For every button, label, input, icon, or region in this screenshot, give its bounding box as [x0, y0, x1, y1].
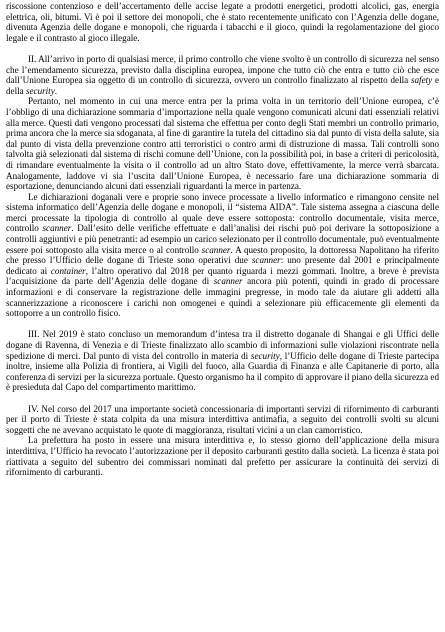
paragraph-sec3: [6, 329, 439, 393]
italic-term: security: [250, 350, 280, 361]
text-run: . Dall’esito delle verifiche effettuate e dall’analisi dei rischi può poi derivare la sottoposizione a controlli aggiuntivi e più penetranti: ad esempio un carico selezionato per il controllo documentale, può eventualmente essere poi sottoposto alla visita merce o al controllo: [6, 223, 440, 255]
italic-term: safety: [410, 75, 433, 86]
text-run: e della: [6, 75, 439, 96]
italic-term: scanner: [42, 223, 72, 234]
text-run: , l’altro operativo dal 2018 per quanto riguarda i mezzi gommati. Inoltre, a breve è prevista l’acquisizione da parte dell’Agenzia delle dogane di: [6, 265, 440, 287]
text-run: II. All’arrivo in porto di qualsiasi merce, il primo controllo che viene svolto è un controllo di sicurezza nel senso che l’emendamento sicurezza, previsto dalla disciplina europea, impone che tutto ciò che entra e tutto ciò che esce dall’Unione Europea sia oggetto di un controllo di sicurezza, ovvero un controllo finalizzato al rispetto della: [6, 53, 439, 86]
text-run: IV. Nel corso del 2017 una importante società concessionaria di importanti servizi di rifornimento di carburanti per il porto di Trieste è stata colpita da una misura interdittiva antimafia, a seguito dei controlli svolti su alcuni soggetti che ne avevano acquistato le quote di maggioranza, risultati vicini a un clan camorristico.: [6, 403, 439, 435]
paragraph-sec2-c: [6, 192, 439, 319]
italic-term: scanner: [213, 276, 243, 287]
text-run: riscossione contenzioso e dell’accertamento delle accise legate a prodotti energetici, prodotti alcolici, gas, energia elettrica, oli, bitumi. Vi è poi il settore dei monopoli, che è stato recentemente unificato con l’Agenzia delle dogane, divenuta Agenzia delle dogane e monopoli, che riguarda i tabacchi e il gioco, quindi la regolamentazione del gioco legale e il contrasto al gioco illegale.: [6, 1, 439, 43]
italic-term: security: [25, 85, 55, 96]
text-run: III. Nel 2019 è stato concluso un memorandum d’intesa tra il distretto doganale di Shangai e gli Uffici delle dogane di Ravenna, di Venezia e di Trieste finalizzato allo scambio di informazioni sulle violazioni riscontrate nella spedizione di merci. Dal punto di vista del controllo in materia di: [6, 329, 439, 361]
paragraph-intro: [6, 1, 439, 43]
text-run: La prefettura ha posto in essere una misura interdittiva e, lo stesso giorno dell’applicazione della misura interdittiva, l’Ufficio ha revocato l’autorizzazione per il deposito carburanti gestito dalla società. La licenza è stata poi riattivata a seguito del subentro dei commissari nominati dal prefetto per assicurare la continuità dei servizi di rifornimento di carburanti.: [6, 435, 439, 478]
paragraph-sec4-a: [6, 404, 439, 436]
text-run: Le dichiarazioni doganali vere e proprie sono invece processate a livello informatico e rimangono censite nel sistema informatico dell’Agenzia delle dogane e monopoli, il “sistema AIDA”. Tale sistema assegna a ciascuna delle merci processate la tipologia di controllo al quale deve essere sottoposta: controllo documentale, visita merce, controllo: [6, 191, 439, 234]
italic-term: scanner: [201, 244, 231, 255]
paragraph-sec2-b: [6, 96, 439, 191]
text-run: Pertanto, nel momento in cui una merce entra per la prima volta in un territorio dell’Unione europea, c’è l’obbligo di una dichiarazione sommaria d’importazione nella quale vengono comunicati alcuni dati essenziali relativi alla merce. Questi dati vengono processati dal sistema che effettua per conto degli Stati membri un controllo primario, prima ancora che la merce sia sdoganata, al fine di garantire la tutela del cittadino sia dal punto di vista della salute, sia dal punto di vista della prevenzione contro atti terroristici o contro armi di distruzione di massa. Tali controlli sono talvolta già selezionati dal sistema di rischi comune dell’Unione, con la possibilità poi, in base a criteri di pericolosità, di rimandare eventualmente la visita o il controllo ad un altro Stato dove, effettivamente, la merce verrà sbarcata. Analogamente, laddove vi sia l’uscita dall’Unione Europea, è necessario fare una dichiarazione sommaria di esportazione, denunciando alcuni dati essenziali riguardanti la merce in partenza.: [6, 96, 439, 192]
paragraph-sec2-a: [6, 54, 439, 96]
italic-term: container: [50, 265, 86, 276]
paragraph-sec4-b: [6, 435, 439, 477]
text-run: .: [54, 85, 58, 96]
text-run: . A questo proposito, la dottoressa Napolitano ha riferito che presso l’Ufficio delle dogane di Trieste sono operativi due: [6, 244, 439, 266]
text-run: ancora più potenti, quindi in grado di processare informazioni e di conservare la registrazione delle immagini pregresse, in modo tale da aiutare gli addetti alla scannerizzazione a riconoscere i carichi non omogenei e quindi a selezionare più efficacemente gli elementi da sottoporre a un controllo fisico.: [6, 276, 439, 319]
text-run: , l’Ufficio delle dogane di Trieste partecipa inoltre, insieme alla Polizia di frontiera, ai Vigili del fuoco, alla Guardia di Finanza e alle Capitanerie di porto, alla conferenza di servizi per la sicurezza portuale. Questo organismo ha il compito di approvare il piano della sicurezza ed è presieduta dal Capo del compartimento marittimo.: [6, 350, 439, 393]
text-run: : uno presente dal 2001 e principalmente dedicato ai: [6, 255, 440, 276]
italic-term: scanner: [251, 255, 281, 266]
